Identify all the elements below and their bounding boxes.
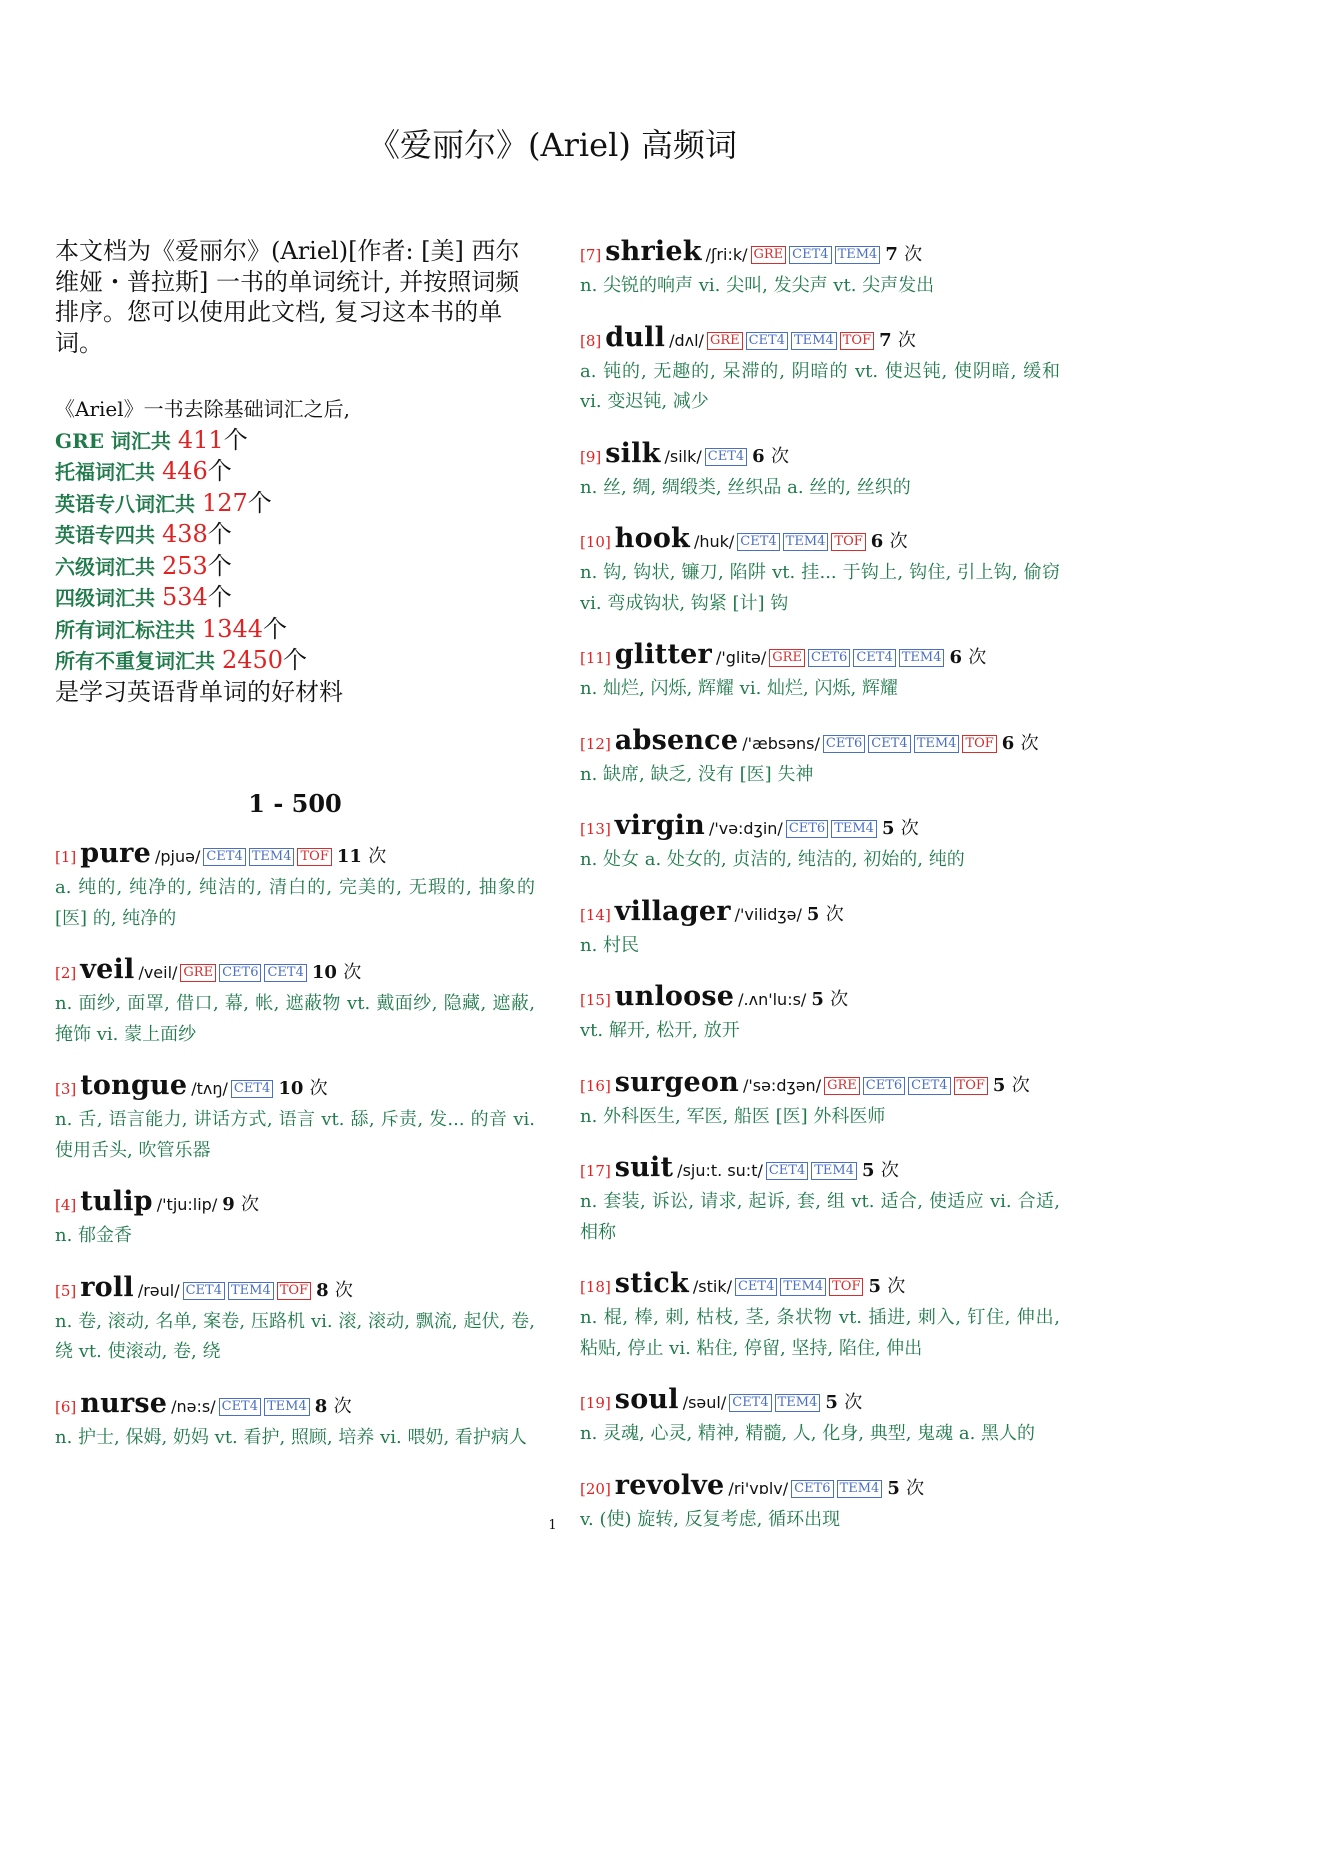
stats-unit: 个 (223, 425, 248, 454)
stats-unit: 个 (207, 457, 232, 485)
word-entry (55, 1388, 535, 1454)
frequency-count (337, 842, 386, 868)
tag-badge-tem4: TEM4 (791, 332, 837, 350)
word-entry (55, 1272, 535, 1368)
definition: n. 外科医生, 军医, 船医 [医] 外科医师 (580, 1105, 886, 1127)
headword: unloose (614, 981, 735, 1012)
entry-head (55, 954, 535, 989)
frequency-value: 6 (1001, 732, 1015, 754)
stats-count: 534 (161, 583, 208, 611)
tag-badge-tof: TOF (831, 533, 865, 551)
tag-badge-tof: TOF (277, 1282, 311, 1300)
tag-badge-tof: TOF (829, 1278, 863, 1296)
frequency-value: 6 (949, 647, 963, 668)
headword: pure (80, 838, 151, 869)
pronunciation: /'æbsəns/ (742, 733, 820, 753)
pronunciation: /tʌŋ/ (191, 1079, 228, 1098)
tag-badge-tof: TOF (954, 1077, 988, 1095)
entry-head (55, 1272, 535, 1307)
definition: n. 灵魂, 心灵, 精神, 精髓, 人, 化身, 典型, 鬼魂 a. 黑人的 (580, 1423, 1036, 1444)
word-entry (580, 438, 1060, 504)
tag-badge-cet6: CET6 (786, 820, 828, 838)
stats-line (55, 456, 535, 488)
word-entry (580, 236, 1060, 302)
tag-badge-gre: GRE (707, 332, 743, 350)
tag-badge-gre: GRE (751, 246, 787, 264)
definition: n. 丝, 绸, 绸缎类, 丝织品 a. 丝的, 丝织的 (580, 476, 911, 498)
tag-badge-cet4: CET4 (853, 649, 895, 667)
entry-list-left (55, 838, 535, 1453)
frequency-value: 5 (992, 1074, 1006, 1096)
stats-line (55, 614, 535, 646)
frequency-unit: 次 (1011, 1074, 1030, 1096)
stats-line (55, 551, 535, 583)
stats-count: 446 (161, 457, 208, 485)
entry-number: [2] (55, 964, 77, 982)
frequency-value: 5 (862, 1160, 875, 1181)
stats-label: GRE 词汇共 (55, 428, 178, 453)
stats-label: 所有不重复词汇共 (55, 649, 222, 673)
pronunciation: /rəul/ (137, 1280, 180, 1300)
definition: n. 郁金香 (55, 1225, 133, 1246)
frequency-unit: 次 (309, 1078, 328, 1099)
tag-badge-cet4: CET4 (183, 1282, 225, 1300)
page-title: 《爱丽尔》(Ariel) 高频词 (368, 126, 737, 164)
entry-number: [9] (580, 447, 602, 466)
frequency-unit: 次 (334, 1279, 353, 1301)
entry-number: [17] (580, 1162, 611, 1180)
frequency-count (316, 1276, 353, 1302)
headword: revolve (614, 1469, 725, 1501)
frequency-count (879, 326, 916, 352)
entry-number: [16] (580, 1076, 611, 1095)
headword: tulip (80, 1186, 153, 1217)
entry-head (580, 810, 1060, 845)
frequency-count (1002, 729, 1039, 755)
entry-head (580, 236, 1060, 271)
entry-number: [13] (580, 820, 611, 838)
word-entry (55, 838, 535, 934)
entry-head (580, 523, 1060, 558)
tag-badge-cet4: CET4 (908, 1077, 950, 1095)
frequency-count (811, 985, 848, 1011)
stats-block (55, 394, 535, 707)
entry-number: [4] (55, 1196, 77, 1214)
frequency-unit: 次 (825, 903, 844, 925)
entry-head (580, 896, 1060, 931)
tag-badge-tof: TOF (297, 848, 331, 866)
stats-line (55, 645, 535, 677)
stats-line (55, 519, 535, 551)
definition: a. 钝的, 无趣的, 呆滞的, 阴暗的 vt. 使迟钝, 使阴暗, 缓和 vi. 变迟钝, 减少 (580, 360, 1060, 412)
frequency-unit: 次 (897, 329, 916, 351)
pronunciation: /sju:t. su:t/ (677, 1161, 763, 1180)
frequency-count (312, 958, 361, 984)
stats-lead: 《Ariel》一书去除基础词汇之后, (55, 397, 350, 421)
entry-head (580, 1384, 1060, 1419)
entry-number: [3] (55, 1080, 77, 1098)
frequency-value: 10 (311, 962, 337, 983)
tag-badge-cet4: CET4 (735, 1278, 777, 1296)
definition: n. 面纱, 面罩, 借口, 幕, 帐, 遮蔽物 vt. 戴面纱, 隐藏, 遮蔽, 掩饰 vi. 蒙上面纱 (55, 993, 535, 1045)
tag-badge-tem4: TEM4 (249, 848, 295, 866)
word-entry (580, 1152, 1060, 1248)
pronunciation: /ri'vɒlv/ (728, 1478, 789, 1498)
left-column (55, 236, 535, 1473)
entry-number: [15] (580, 991, 611, 1009)
frequency-unit: 次 (968, 647, 987, 668)
stats-unit: 个 (207, 583, 232, 611)
word-entry (580, 639, 1060, 705)
stats-label: 所有词汇标注共 (55, 617, 202, 642)
entry-list-right (580, 236, 1060, 1535)
entry-head (580, 438, 1060, 473)
tag-badge-cet4: CET4 (264, 964, 306, 982)
entry-number: [14] (580, 905, 611, 924)
headword: silk (605, 437, 661, 469)
frequency-count (868, 1272, 905, 1298)
tag-badge-cet6: CET6 (863, 1077, 905, 1095)
entry-number: [7] (580, 246, 602, 264)
section-heading: 1 - 500 (248, 789, 342, 818)
tag-badge-cet6: CET6 (808, 649, 850, 667)
stats-tail: 是学习英语背单词的好材料 (55, 677, 343, 706)
entry-head (580, 322, 1060, 357)
frequency-count (862, 1156, 899, 1182)
word-entry (580, 981, 1060, 1047)
frequency-unit: 次 (844, 1392, 863, 1413)
frequency-count (752, 442, 789, 468)
tag-badge-tof: TOF (840, 332, 874, 350)
pronunciation: /dʌl/ (669, 330, 704, 350)
word-entry (580, 322, 1060, 418)
tag-badge-cet6: CET6 (791, 1480, 833, 1498)
frequency-unit: 次 (333, 1395, 352, 1417)
frequency-count (949, 643, 986, 669)
entry-number: [5] (55, 1281, 77, 1300)
tag-badge-cet4: CET4 (868, 735, 910, 753)
headword: nurse (80, 1387, 168, 1419)
stats-label: 托福词汇共 (55, 460, 162, 484)
frequency-unit: 次 (241, 1194, 260, 1215)
tag-badge-cet4: CET4 (766, 1162, 808, 1180)
tag-badge-gre: GRE (769, 649, 805, 667)
right-column (580, 236, 1060, 1555)
entry-head (580, 1268, 1060, 1303)
tag-badge-tem4: TEM4 (831, 820, 877, 838)
entry-number: [1] (55, 848, 77, 866)
tag-badge-tem4: TEM4 (264, 1398, 310, 1416)
pronunciation: /'tju:lip/ (156, 1195, 218, 1214)
frequency-unit: 次 (830, 989, 849, 1010)
stats-count: 411 (177, 425, 224, 454)
tag-badge-tem4: TEM4 (837, 1480, 883, 1498)
frequency-count (882, 814, 919, 840)
intro-paragraph: 本文档为《爱丽尔》(Ariel)[作者: [美] 西尔维娅・普拉斯] 一书的单词统计, 并按照词频排序。您可以使用此文档, 复习这本书的单词。 (55, 237, 520, 357)
frequency-unit: 次 (889, 531, 908, 552)
pronunciation: /.ʌn'lu:s/ (738, 990, 807, 1009)
pronunciation: /'və:dʒin/ (708, 819, 783, 838)
definition: n. 尖锐的响声 vi. 尖叫, 发尖声 vt. 尖声发出 (580, 275, 935, 296)
frequency-unit: 次 (1020, 732, 1039, 754)
tag-badge-tem4: TEM4 (835, 246, 881, 264)
headword: tongue (80, 1070, 188, 1101)
tag-badge-tem4: TEM4 (228, 1282, 274, 1300)
page-number: 1 (548, 1518, 557, 1533)
stats-count: 127 (201, 488, 248, 517)
pronunciation: /'vilidʒə/ (734, 904, 802, 924)
entry-number: [11] (580, 649, 611, 667)
word-entry (55, 1070, 535, 1166)
definition: n. 棍, 棒, 刺, 枯枝, 茎, 条状物 vt. 插进, 刺入, 钉住, 伸出, 粘贴, 停止 vi. 粘住, 停留, 坚持, 陷住, 伸出 (580, 1307, 1060, 1359)
word-entry (580, 1384, 1060, 1450)
entry-number: [12] (580, 734, 611, 753)
tag-badge-cet4: CET4 (219, 1398, 261, 1416)
definition: n. 护士, 保姆, 奶妈 vt. 看护, 照顾, 培养 vi. 喂奶, 看护病人 (55, 1426, 527, 1448)
frequency-unit: 次 (770, 445, 789, 467)
entry-head (580, 725, 1060, 760)
frequency-value: 7 (879, 329, 892, 351)
stats-line (55, 582, 535, 614)
headword: absence (614, 724, 739, 756)
tag-badge-cet4: CET4 (737, 533, 779, 551)
frequency-value: 5 (881, 818, 895, 839)
entry-head (580, 1067, 1060, 1102)
tag-badge-gre: GRE (824, 1077, 860, 1095)
frequency-count (993, 1071, 1030, 1097)
definition: n. 套装, 诉讼, 请求, 起诉, 套, 组 vt. 适合, 使适应 vi. 合适, 相称 (580, 1191, 1060, 1243)
word-entry (580, 896, 1060, 962)
frequency-value: 8 (316, 1279, 329, 1301)
definition: n. 钩, 钩状, 镰刀, 陷阱 vt. 挂... 于钩上, 钩住, 引上钩, 偷窃 vi. 弯成钩状, 钩紧 [计] 钩 (580, 562, 1060, 614)
pronunciation: /səul/ (682, 1393, 727, 1412)
stats-line (55, 425, 535, 457)
frequency-value: 11 (336, 846, 362, 867)
tag-badge-cet4: CET4 (789, 246, 831, 264)
stats-label: 英语专八词汇共 (55, 491, 202, 516)
stats-count: 438 (161, 520, 208, 548)
headword: hook (614, 523, 690, 554)
stats-label: 英语专四共 (55, 523, 162, 547)
definition: v. (使) 旋转, 反复考虑, 循环出现 (580, 1508, 841, 1530)
frequency-unit: 次 (904, 244, 923, 265)
frequency-count (315, 1392, 352, 1418)
entry-number: [10] (580, 533, 611, 551)
frequency-value: 8 (314, 1395, 328, 1417)
entry-head (55, 1388, 535, 1423)
definition: n. 处女 a. 处女的, 贞洁的, 纯洁的, 初始的, 纯的 (580, 849, 965, 870)
frequency-value: 5 (806, 903, 820, 925)
stats-unit: 个 (263, 614, 288, 643)
frequency-unit: 次 (880, 1160, 899, 1181)
tag-badge-cet4: CET4 (231, 1080, 273, 1098)
definition: n. 卷, 滚动, 名单, 案卷, 压路机 vi. 滚, 滚动, 飘流, 起伏, 卷, 绕 vt. 使滚动, 卷, 绕 (55, 1310, 535, 1362)
headword: veil (80, 954, 135, 985)
tag-badge-tem4: TEM4 (811, 1162, 857, 1180)
frequency-count (222, 1190, 259, 1216)
entry-head (580, 1152, 1060, 1187)
frequency-count (887, 1474, 924, 1500)
tag-badge-cet4: CET4 (705, 448, 747, 466)
frequency-value: 10 (278, 1078, 304, 1099)
frequency-count (807, 900, 844, 926)
entry-number: [20] (580, 1479, 611, 1498)
entry-number: [18] (580, 1278, 611, 1296)
frequency-unit: 次 (368, 846, 387, 867)
stats-count: 1344 (201, 614, 264, 643)
tag-badge-tof: TOF (962, 735, 996, 753)
headword: soul (614, 1384, 679, 1415)
entry-head (580, 639, 1060, 674)
entry-number: [6] (55, 1397, 77, 1416)
tag-badge-gre: GRE (180, 964, 216, 982)
frequency-value: 5 (887, 1477, 900, 1499)
frequency-unit: 次 (906, 1477, 925, 1499)
headword: suit (614, 1152, 674, 1183)
entry-number: [19] (580, 1394, 611, 1412)
definition: n. 村民 (580, 934, 640, 956)
definition: n. 舌, 语言能力, 讲话方式, 语言 vt. 舔, 斥责, 发... 的音 vi. 使用舌头, 吹管乐器 (55, 1109, 535, 1161)
tag-badge-cet6: CET6 (823, 735, 865, 753)
pronunciation: /ʃri:k/ (705, 245, 748, 264)
stats-count: 2450 (221, 646, 284, 674)
word-entry (580, 725, 1060, 791)
pronunciation: /stik/ (692, 1277, 732, 1296)
pronunciation: /pjuə/ (154, 847, 201, 866)
definition: n. 缺席, 缺乏, 没有 [医] 失神 (580, 763, 814, 785)
headword: roll (80, 1271, 134, 1303)
entry-head (580, 981, 1060, 1016)
headword: surgeon (614, 1066, 739, 1098)
frequency-count (278, 1074, 327, 1100)
frequency-unit: 次 (900, 818, 919, 839)
word-entry (55, 954, 535, 1050)
frequency-value: 9 (222, 1194, 235, 1215)
tag-badge-tem4: TEM4 (783, 533, 829, 551)
frequency-value: 7 (885, 244, 898, 265)
headword: virgin (614, 810, 705, 841)
word-entry (580, 523, 1060, 619)
tag-badge-cet6: CET6 (219, 964, 261, 982)
word-entry (580, 1268, 1060, 1364)
entry-number: [8] (580, 331, 602, 350)
frequency-count (885, 240, 922, 266)
frequency-value: 6 (752, 445, 765, 467)
entry-head (55, 838, 535, 873)
stats-label: 四级词汇共 (55, 586, 162, 610)
definition: vt. 解开, 松开, 放开 (580, 1020, 740, 1041)
stats-count: 253 (161, 551, 208, 580)
tag-badge-cet4: CET4 (729, 1394, 771, 1412)
frequency-value: 5 (811, 989, 824, 1010)
tag-badge-cet4: CET4 (203, 848, 245, 866)
tag-badge-tem4: TEM4 (775, 1394, 821, 1412)
frequency-value: 6 (870, 531, 884, 552)
pronunciation: /veil/ (138, 963, 178, 982)
entry-head (580, 1470, 1060, 1505)
headword: dull (605, 321, 666, 353)
tag-badge-tem4: TEM4 (780, 1278, 826, 1296)
headword: villager (614, 895, 731, 927)
word-entry (55, 1186, 535, 1252)
word-entry (580, 1067, 1060, 1133)
tag-badge-tem4: TEM4 (899, 649, 945, 667)
entry-head (55, 1070, 535, 1105)
definition: a. 纯的, 纯净的, 纯洁的, 清白的, 完美的, 无瑕的, 抽象的 [医] 的, 纯净的 (55, 877, 535, 929)
headword: shriek (605, 236, 702, 267)
pronunciation: /'sə:dʒən/ (742, 1075, 822, 1095)
tag-badge-cet4: CET4 (746, 332, 788, 350)
pronunciation: /'glitə/ (715, 648, 767, 667)
pronunciation: /silk/ (664, 446, 702, 466)
frequency-unit: 次 (343, 962, 362, 983)
headword: stick (614, 1268, 689, 1299)
definition: n. 灿烂, 闪烁, 辉耀 vi. 灿烂, 闪烁, 辉耀 (580, 678, 898, 699)
stats-unit: 个 (207, 520, 232, 548)
frequency-unit: 次 (887, 1276, 906, 1297)
stats-unit: 个 (207, 551, 232, 580)
frequency-value: 5 (825, 1392, 838, 1413)
stats-line (55, 488, 535, 520)
pronunciation: /nə:s/ (171, 1396, 216, 1416)
frequency-count (825, 1388, 862, 1414)
stats-unit: 个 (283, 646, 308, 674)
stats-unit: 个 (247, 488, 272, 517)
frequency-value: 5 (868, 1276, 882, 1297)
entry-head (55, 1186, 535, 1221)
pronunciation: /huk/ (693, 532, 735, 551)
headword: glitter (614, 639, 712, 670)
frequency-count (871, 527, 908, 553)
tag-badge-tem4: TEM4 (914, 735, 960, 753)
stats-label: 六级词汇共 (55, 554, 162, 579)
word-entry (580, 810, 1060, 876)
